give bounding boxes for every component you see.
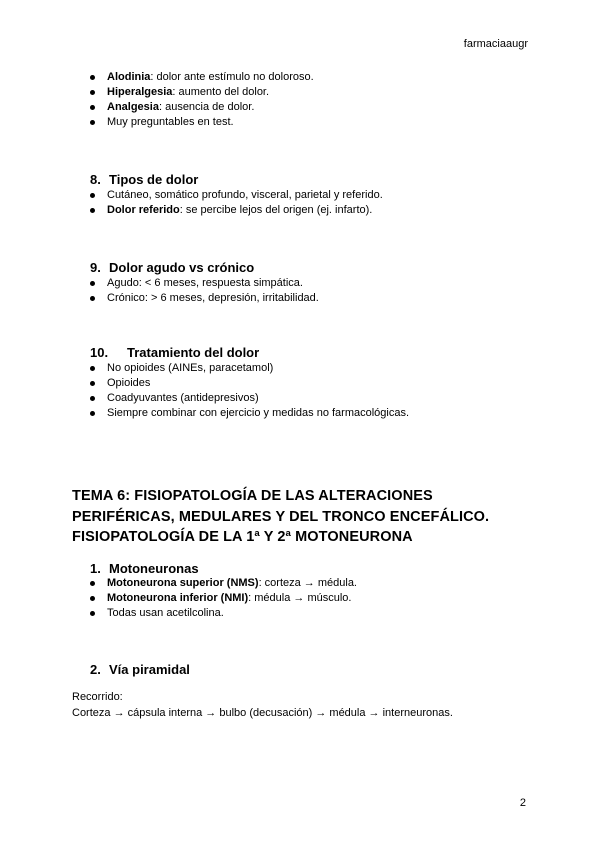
definition: : dolor ante estímulo no doloroso. — [150, 71, 314, 83]
list-item — [90, 606, 357, 621]
list-item — [90, 391, 409, 406]
section-number: 1. — [90, 561, 101, 576]
section-8-list — [90, 188, 383, 218]
list-item — [90, 70, 314, 85]
term: Analgesia — [107, 101, 159, 113]
topic-title-line: TEMA 6: FISIOPATOLOGÍA DE LAS ALTERACIONES — [72, 488, 433, 504]
note: Muy preguntables en test. — [107, 116, 234, 128]
route-label: Recorrido: — [72, 691, 123, 703]
section-number: 2. — [90, 662, 101, 677]
definition: : ausencia de dolor. — [158, 101, 255, 113]
term: Motoneurona superior (NMS) — [107, 577, 259, 589]
item-text: Siempre combinar con ejercicio y medidas no farmacológicas. — [107, 407, 410, 419]
list-item — [90, 276, 319, 291]
item-text: Opioides — [107, 377, 151, 389]
section-10-heading — [90, 345, 259, 360]
section-title: Dolor agudo vs crónico — [109, 260, 255, 275]
list-item — [90, 188, 383, 203]
definition: : corteza → médula. — [258, 577, 357, 589]
term: Motoneurona inferior (NMI) — [107, 592, 249, 604]
term: Alodinia — [107, 71, 151, 83]
section-title: Tratamiento del dolor — [127, 345, 260, 360]
section-number: 10. — [90, 345, 109, 360]
definition: : médula → músculo. — [248, 592, 352, 604]
list-item — [90, 361, 409, 376]
list-item — [90, 115, 314, 130]
item-text: No opioides (AINEs, paracetamol) — [107, 362, 274, 374]
topic-title-line: FISIOPATOLOGÍA DE LA 1ª Y 2ª MOTONEURONA — [72, 529, 413, 545]
definition: : aumento del dolor. — [172, 86, 270, 98]
section-number: 9. — [90, 260, 101, 275]
list-item — [90, 591, 357, 606]
section-title: Motoneuronas — [109, 561, 199, 576]
section-8-heading — [90, 172, 198, 187]
list-item — [90, 376, 409, 391]
list-item — [90, 576, 357, 591]
list-item — [90, 291, 319, 306]
list-item — [90, 100, 314, 115]
section-2-heading — [90, 662, 190, 677]
section-title: Tipos de dolor — [109, 172, 199, 187]
section-1-heading — [90, 561, 199, 576]
section-title: Vía piramidal — [109, 662, 190, 677]
topic-title — [72, 486, 489, 548]
topic-title-line: PERIFÉRICAS, MEDULARES Y DEL TRONCO ENCEFÁLICO. — [72, 508, 490, 525]
section-9-heading — [90, 260, 254, 275]
list-item — [90, 406, 409, 421]
item-text: Agudo: < 6 meses, respuesta simpática. — [107, 277, 303, 289]
term: Dolor referido — [107, 204, 180, 216]
list-item — [90, 203, 383, 218]
term: Hiperalgesia — [107, 86, 173, 98]
page-number: 2 — [519, 797, 526, 809]
section-number: 8. — [90, 172, 101, 187]
route-path: Corteza → cápsula interna → bulbo (decusación) → médula → interneuronas. — [72, 707, 453, 719]
definition: : se percibe lejos del origen (ej. infarto). — [179, 204, 373, 216]
page-header: farmaciaaugr — [463, 38, 528, 50]
list-item — [90, 85, 314, 100]
item-text: Cutáneo, somático profundo, visceral, parietal y referido. — [107, 189, 383, 201]
item-text: Crónico: > 6 meses, depresión, irritabilidad. — [107, 292, 319, 304]
pain-definitions-list — [90, 70, 314, 130]
section-1-list — [90, 576, 357, 621]
item-text: Coadyuvantes (antidepresivos) — [107, 392, 259, 404]
section-10-list — [90, 361, 409, 421]
item-text: Todas usan acetilcolina. — [107, 607, 224, 619]
section-9-list — [90, 276, 319, 306]
